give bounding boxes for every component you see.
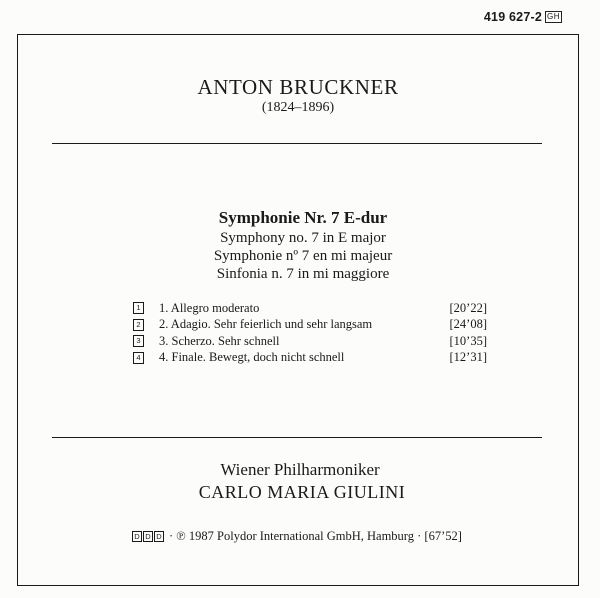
work-titles xyxy=(0,207,596,283)
catalog-number xyxy=(484,10,562,24)
composer-name: ANTON BRUCKNER xyxy=(197,75,399,99)
ddd-letter: D xyxy=(132,531,142,542)
orchestra-name: Wiener Philharmoniker xyxy=(220,460,380,479)
work-title-fr: Symphonie nº 7 en mi majeur xyxy=(213,248,393,264)
track-row xyxy=(133,333,487,350)
catalog-number-text: 419 627-2 xyxy=(483,10,542,24)
ddd-letter: D xyxy=(143,531,153,542)
track-number-box: 3 xyxy=(133,335,144,347)
track-number-box: 1 xyxy=(133,302,144,314)
divider-bottom xyxy=(52,437,542,438)
track-duration: [10’35] xyxy=(449,333,487,348)
copyright-text: · ℗ 1987 Polydor International GmbH, Hamburg · [67’52] xyxy=(169,529,462,543)
work-title-de: Symphonie Nr. 7 E-dur xyxy=(218,208,388,227)
track-row xyxy=(133,317,487,334)
track-title: 1. Allegro moderato xyxy=(159,300,260,315)
work-title-it: Sinfonia n. 7 in mi maggiore xyxy=(216,266,390,282)
conductor-name: CARLO MARIA GIULINI xyxy=(198,482,406,502)
track-duration: [20’22] xyxy=(449,300,487,315)
track-duration: [12’31] xyxy=(449,350,487,365)
track-title: 3. Scherzo. Sehr schnell xyxy=(159,333,280,348)
composer-years: (1824–1896) xyxy=(261,100,335,115)
track-title: 2. Adagio. Sehr feierlich und sehr langsam xyxy=(159,317,373,332)
track-row xyxy=(133,300,487,317)
track-row xyxy=(133,350,487,367)
copyright-line xyxy=(132,529,462,544)
track-title: 4. Finale. Bewegt, doch nicht schnell xyxy=(159,350,345,365)
label-code-box: GH xyxy=(547,12,560,21)
track-list xyxy=(133,300,487,366)
ddd-letter: D xyxy=(154,531,164,542)
track-duration: [24’08] xyxy=(449,317,487,332)
track-number-box: 2 xyxy=(133,319,144,331)
ddd-recording-code xyxy=(132,531,165,542)
track-number-box: 4 xyxy=(133,352,144,364)
work-title-en: Symphony no. 7 in E major xyxy=(220,230,386,246)
divider-top xyxy=(52,143,542,144)
